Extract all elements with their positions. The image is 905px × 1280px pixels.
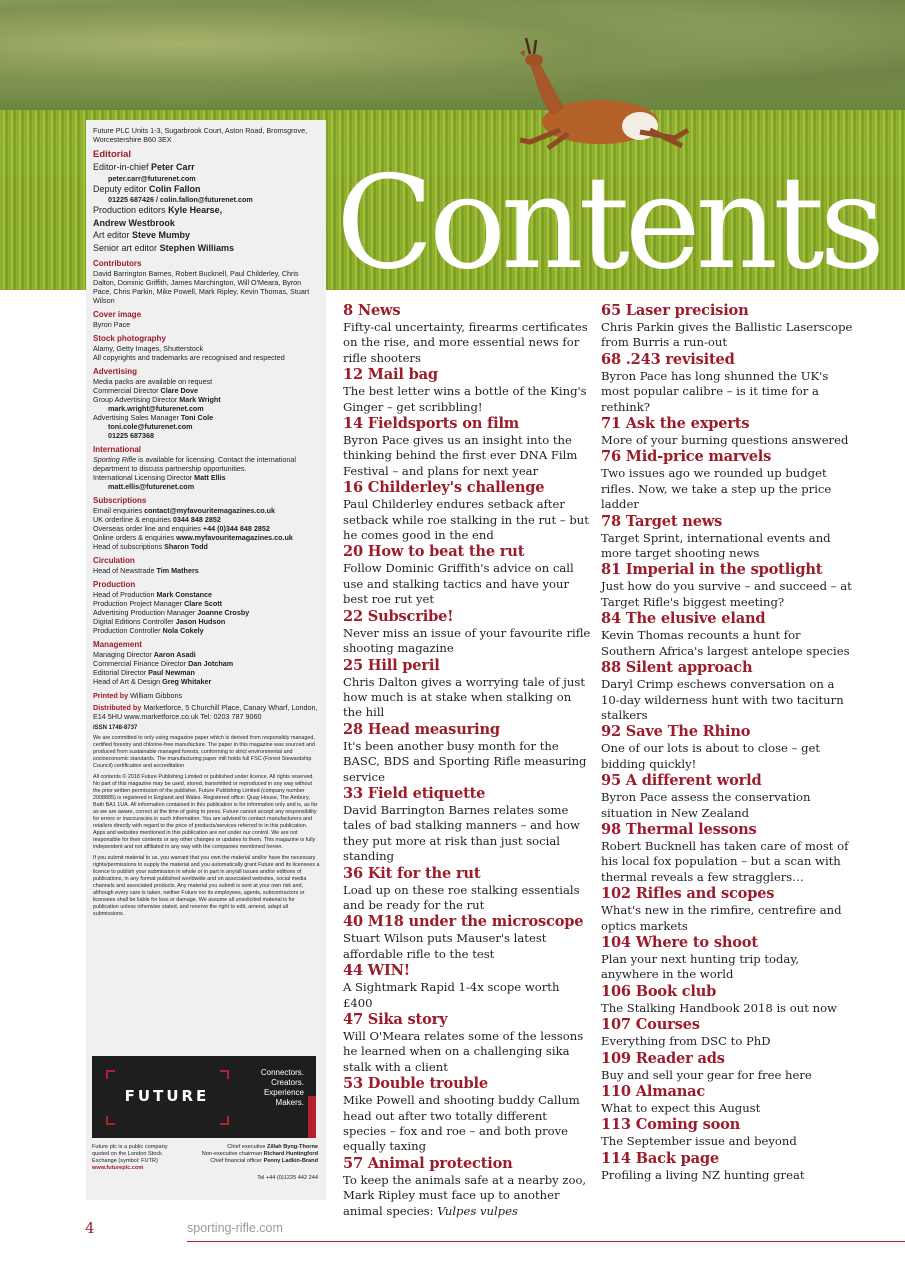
stock-photography-heading: Stock photography (93, 334, 166, 343)
contents-entry[interactable] (601, 1116, 856, 1149)
masthead-line (93, 542, 320, 551)
entry-description (601, 1034, 856, 1049)
contents-entry[interactable] (343, 721, 591, 785)
masthead-value: 01225 687368 (108, 431, 154, 440)
entry-description (343, 803, 591, 865)
staff-contact: peter.carr@futurenet.com (108, 173, 196, 183)
masthead-line (93, 668, 320, 677)
licensing-director-role: International Licensing Director (93, 473, 195, 482)
masthead-value: Greg Whitaker (162, 677, 212, 686)
distributor-details: Marketforce, 5 Churchill Place, Canary Wharf, London, E14 5HU www.marketforce.co.uk Tel: 0203 787 9060 (93, 703, 318, 721)
future-tagline (261, 1068, 304, 1108)
entry-description-text: The best letter wins a bottle of the King's Ginger – get scribbling! (343, 384, 587, 414)
contents-entry[interactable] (601, 302, 856, 351)
staff-name: Kyle Hearse, (168, 205, 223, 215)
entry-description-text: Mike Powell and shooting buddy Callum head out after two totally different species – fox and roe – and both prove equally taxing (343, 1093, 580, 1154)
masthead-role: Group Advertising Director (93, 395, 180, 404)
entry-description-text: Daryl Crimp eschews conversation on a 10-day wilderness hunt with two taciturn stalkers (601, 677, 844, 722)
entry-description-text: Stuart Wilson puts Mauser's latest affordable rifle to the test (343, 931, 547, 961)
entry-description (343, 1173, 591, 1219)
entry-description-text: A Sightmark Rapid 1-4x scope worth £400 (343, 980, 560, 1010)
entry-description-text: The Stalking Handbook 2018 is out now (601, 1000, 837, 1015)
entry-title[interactable]: 92 Save The Rhino (601, 723, 751, 741)
entry-description-text: Byron Pace assess the conservation situation in New Zealand (601, 790, 811, 820)
cover-image-credit: Byron Pace (93, 320, 131, 329)
entry-title[interactable]: 65 Laser precision (601, 302, 749, 319)
masthead-role: Digital Editions Controller (93, 617, 176, 626)
entry-title[interactable]: 88 Silent approach (601, 659, 753, 677)
entry-description-text: Profiling a living NZ hunting great (601, 1167, 805, 1182)
licensing-director-email: matt.ellis@futurenet.com (108, 482, 195, 491)
officer-role: Non-executive chairman (201, 1151, 264, 1157)
editorial-line (93, 229, 320, 242)
officer-name: Richard Huntingford (263, 1151, 318, 1157)
entry-description-text: Chris Dalton gives a worrying tale of just how much is at stake when stalking on the hill (343, 674, 585, 720)
officer-role: Chief executive (227, 1144, 268, 1150)
footer-website[interactable]: sporting-rifle.com (187, 1221, 283, 1235)
international-body: is available for licensing. Contact the international department to discuss partnership opportunities. (93, 455, 296, 473)
entry-title[interactable]: 36 Kit for the rut (343, 864, 481, 882)
entry-description (601, 677, 856, 723)
entry-description-text: Byron Pace has long shunned the UK's most popular calibre – is it time for a rethink? (601, 368, 829, 414)
entry-description (601, 952, 856, 983)
staff-role: Senior art editor (93, 242, 158, 253)
entry-description (601, 369, 856, 415)
contents-entry[interactable] (601, 983, 856, 1016)
copyright-note: All copyrights and trademarks are recognised and respected (93, 353, 285, 362)
contributors-heading: Contributors (93, 259, 142, 268)
fine-print-paper: We are committed to only using magazine paper which is derived from responsibly managed, certified forestry and chlorine-free manufacture. The paper in this magazine was sourced and produced from sustainable managed forests, conforming to strict environmental and socioeconomic standards. The manufacturing paper mill holds full FSC (Forest Stewardship Council) certification and accreditation (93, 735, 315, 769)
staff-name: Andrew Westbrook (93, 217, 175, 228)
masthead-value: Paul Newman (148, 668, 195, 677)
entry-description-text: Two issues ago we rounded up budget rifles. Now, we take a step up the price ladder (601, 466, 832, 512)
entry-description (601, 839, 856, 885)
advertising-heading: Advertising (93, 367, 138, 376)
entry-description-text: It's been another busy month for the BASC, BDS and Sporting Rifle measuring service (343, 738, 587, 784)
staff-name: Steve Mumby (132, 230, 191, 240)
tagline-line: Creators. (271, 1078, 304, 1087)
logo-corner (220, 1116, 229, 1125)
masthead-role: Commercial Director (93, 386, 161, 395)
entry-description (343, 931, 591, 962)
entry-title[interactable]: 81 Imperial in the spotlight (601, 561, 823, 579)
entry-title[interactable]: 40 M18 under the microscope (343, 913, 584, 931)
production-list (93, 590, 320, 635)
entry-description (601, 466, 856, 512)
fine-print-submissions: If you submit material to us, you warrant that you own the material and/or have the necessary rights/permissions to supply the material and you automatically grant Future and its licensees a licence to publish your submission in whole or in part in any/all issues and/or editions of publications, in any format published worldwide and on associated websites, social media channels and associated products. Any material you submit is sent at your own risk and, although every care is taken, neither Future nor its employees, agents, subcontractors or licensees shall be liable for loss or damage. We assume all unsolicited material is for publication unless otherwise stated, and reserve the right to edit, amend, adapt all submissions. (93, 855, 320, 917)
printer-name: William Gibbons (128, 691, 183, 700)
entry-description (343, 561, 591, 607)
masthead-value: Tim Mathers (156, 566, 199, 575)
masthead-line (93, 413, 320, 422)
entry-title[interactable]: 98 Thermal lessons (601, 820, 757, 838)
masthead-panel (86, 120, 326, 1200)
publication-name: Sporting Rifle (93, 455, 137, 464)
entry-description (343, 320, 591, 366)
masthead-line (93, 599, 320, 608)
contents-entry[interactable] (343, 962, 591, 1011)
logo-corner (106, 1116, 115, 1125)
entry-description-text: Will O'Meara relates some of the lessons he learned when on a challenging sika stalk with a client (343, 1029, 584, 1074)
tagline-line: Makers. (275, 1098, 304, 1107)
masthead-role: Head of Art & Design (93, 677, 163, 686)
masthead-line (93, 659, 320, 668)
entry-title[interactable]: 104 Where to shoot (601, 933, 758, 951)
entry-description (601, 741, 856, 772)
contents-entry[interactable] (343, 913, 591, 962)
entry-title[interactable]: 8 News (343, 302, 401, 319)
tagline-line: Experience (263, 1088, 304, 1097)
future-logo-block (92, 1056, 316, 1138)
masthead-line (93, 677, 320, 686)
contents-entry[interactable] (343, 543, 591, 607)
international-text (93, 455, 320, 491)
entry-description-text: Robert Bucknell has taken care of most of his local fox population – but a scan with thermal reveals a few stragglers… (601, 838, 849, 884)
masthead-role: Head of subscriptions (93, 542, 165, 551)
contents-entry[interactable] (601, 351, 856, 415)
entry-description-text: What to expect this August (601, 1101, 761, 1115)
masthead-line (93, 590, 320, 599)
masthead-role: UK orderline & enquiries (93, 515, 173, 524)
entry-description (343, 1093, 591, 1155)
entry-title[interactable]: 20 How to beat the rut (343, 543, 525, 561)
contents-entry[interactable] (601, 610, 856, 659)
masthead-line (93, 617, 320, 626)
management-heading: Management (93, 640, 142, 649)
contents-entry[interactable] (601, 1016, 856, 1049)
advertising-list (93, 377, 320, 440)
contents-entry[interactable] (343, 657, 591, 721)
contents-entry[interactable] (343, 1075, 591, 1155)
treeline (0, 0, 905, 110)
entry-description-text: Kevin Thomas recounts a hunt for Southern Africa's largest antelope species (601, 628, 850, 658)
masthead-value: Joanne Crosby (197, 608, 250, 617)
entry-description-text: One of our lots is about to close – get bidding quickly! (601, 741, 821, 771)
entry-title[interactable]: 44 WIN! (343, 962, 410, 980)
entry-description-text: Paul Childerley endures setback after setback while roe stalking in the rut – but he comes good in the end (343, 497, 589, 543)
entry-description (343, 384, 591, 415)
masthead-role: Overseas order line and enquiries (93, 524, 203, 533)
masthead-value: +44 (0)344 848 2852 (202, 524, 270, 533)
masthead-value: Mark Wright (179, 395, 221, 404)
masthead-value: toni.cole@futurenet.com (108, 422, 193, 431)
staff-role: Art editor (93, 230, 130, 240)
staff-role: Production editors (93, 205, 166, 215)
entry-title[interactable]: 68 .243 revisited (601, 350, 735, 368)
contents-entry[interactable] (601, 513, 856, 562)
editorial-line (93, 217, 320, 230)
page-title: Contents (336, 149, 881, 298)
masthead-role: Production Controller (93, 626, 163, 635)
entry-description (601, 320, 856, 351)
plc-website-link[interactable]: www.futureplc.com (92, 1165, 144, 1171)
entry-title[interactable]: 57 Animal protection (343, 1154, 513, 1172)
entry-description (343, 1029, 591, 1075)
masthead-line (93, 626, 320, 635)
staff-name: Peter Carr (151, 162, 195, 172)
printed-by-heading: Printed by (93, 691, 129, 700)
masthead-value: contact@myfavouritemagazines.co.uk (144, 506, 275, 515)
subscriptions-heading: Subscriptions (93, 496, 147, 505)
entry-description-text: Everything from DSC to PhD (601, 1034, 771, 1049)
entry-title[interactable]: 113 Coming soon (601, 1116, 741, 1134)
entry-title[interactable]: 84 The elusive eland (601, 610, 766, 628)
masthead-line (93, 524, 320, 533)
masthead-role: Managing Director (93, 650, 154, 659)
masthead-role: Commercial Finance Director (93, 659, 189, 668)
masthead-value: mark.wright@futurenet.com (108, 404, 204, 413)
plc-telephone: Tel +44 (0)1225 442 244 (257, 1175, 318, 1181)
contents-entry[interactable] (343, 865, 591, 914)
entry-description (601, 1101, 856, 1116)
distributed-by-heading: Distributed by (93, 703, 142, 712)
masthead-value: 0344 848 2852 (172, 515, 221, 524)
contents-entry[interactable] (601, 1083, 856, 1116)
entry-description-text: Never miss an issue of your favourite rifle shooting magazine (343, 625, 591, 656)
distributed-by (93, 703, 320, 721)
contents-entry[interactable] (601, 1050, 856, 1083)
entry-title[interactable]: 78 Target news (601, 512, 723, 530)
masthead-role: Head of Production (93, 590, 157, 599)
masthead-line (93, 377, 320, 386)
entry-title[interactable]: 28 Head measuring (343, 720, 500, 738)
masthead-role: Advertising Sales Manager (93, 413, 181, 422)
footer-rule (187, 1241, 905, 1242)
masthead-role: Media packs are available on request (93, 377, 213, 386)
entry-description (343, 883, 591, 914)
masthead-line (93, 506, 320, 515)
contents-entry[interactable] (343, 1011, 591, 1075)
contents-column-1 (343, 302, 591, 1219)
entry-description (343, 675, 591, 721)
masthead-value: Mark Constance (156, 590, 213, 599)
issn: ISSN 1748-8737 (93, 725, 138, 731)
entry-title[interactable]: 76 Mid-price marvels (601, 448, 772, 466)
entry-title[interactable]: 109 Reader ads (601, 1049, 725, 1067)
staff-name: Stephen Williams (159, 242, 234, 253)
masthead-role: Online orders & enquiries (93, 533, 177, 542)
entry-title[interactable]: 53 Double trouble (343, 1075, 488, 1093)
cover-image-heading: Cover image (93, 310, 142, 319)
future-logo: FUTURE (124, 1087, 210, 1105)
contents-entry[interactable] (601, 1150, 856, 1183)
entry-title[interactable]: 47 Sika story (343, 1011, 448, 1028)
masthead-role: Editorial Director (93, 668, 149, 677)
stock-photography-credit: Alamy, Getty Images, Shutterstock (93, 344, 204, 353)
contents-column-2 (601, 302, 856, 1183)
fine-print-copyright: All contents © 2018 Future Publishing Limited or published under licence. All rights reserved. No part of this magazine may be used, stored, transmitted or reproduced in any way without the prior written permission of the publisher. Future Publishing Limited (company number 2008885) is registered in England and Wales. Registered office: Quay House, The Ambury, Bath BA1 1UA. All information contained in this publication is for information only and is, as far as we are aware, correct at the time of going to press. Future cannot accept any responsibility for errors or inaccuracies in such information. You are advised to contact manufacturers and retailers directly with regard to the price of products/services referred to in this publication. Apps and websites mentioned in this publication are not under our control. We are not responsible for their contents or any other changes or updates to them. This magazine is fully independent and not affiliated in any way with the companies mentioned herein. (93, 774, 318, 850)
masthead-value: Jason Hudson (175, 617, 226, 626)
masthead-line (93, 422, 320, 431)
masthead-value: Aaron Asadi (153, 650, 196, 659)
plc-officer (168, 1144, 318, 1151)
entry-description-text: David Barrington Barnes relates some tales of bad stalking manners – and how they put more at risk than just social standing (343, 802, 580, 864)
editorial-line (93, 204, 320, 217)
entry-description-text: Plan your next hunting trip today, anywhere in the world (601, 951, 800, 982)
entry-description-text: Buy and sell your gear for free here (601, 1067, 812, 1082)
entry-description-text: What's new in the rimfire, centrefire and optics markets (601, 903, 842, 933)
entry-description-text: Byron Pace gives us an insight into the thinking behind the first ever DNA Film Festival – and plans for next year (343, 433, 578, 478)
contents-entry[interactable] (601, 885, 856, 934)
plc-officer (168, 1151, 318, 1158)
masthead-value: Sharon Todd (164, 542, 208, 551)
plc-officers (168, 1144, 318, 1182)
masthead-value: www.myfavouritemagazines.co.uk (176, 533, 293, 542)
staff-contact: 01225 687426 / colin.fallon@futurenet.com (108, 195, 253, 204)
entry-description-text: More of your burning questions answered (601, 433, 849, 448)
entry-description (601, 1001, 856, 1016)
printed-by (93, 691, 320, 700)
entry-title[interactable]: 14 Fieldsports on film (343, 415, 520, 433)
publisher-address: Future PLC Units 1-3, Sugarbrook Court, Aston Road, Bromsgrove, Worcestershire B60 3EX (93, 126, 308, 144)
entry-title[interactable]: 110 Almanac (601, 1083, 706, 1100)
contents-entry[interactable] (601, 561, 856, 610)
entry-description-text: Chris Parkin gives the Ballistic Laserscope from Burris a run-out (601, 320, 853, 350)
staff-name: Colin Fallon (149, 183, 201, 194)
masthead-line (93, 395, 320, 404)
entry-description (601, 903, 856, 934)
masthead-role: Email enquiries (93, 506, 145, 515)
logo-corner (106, 1070, 115, 1079)
plc-statement: Future plc is a public company quoted on the London Stock Exchange (symbol: FUTR) (92, 1144, 168, 1164)
editorial-heading: Editorial (93, 149, 132, 160)
contents-entry[interactable] (343, 1155, 591, 1219)
entry-title[interactable]: 33 Field etiquette (343, 784, 486, 802)
entry-title[interactable]: 25 Hill peril (343, 656, 440, 674)
masthead-line (93, 608, 320, 617)
contents-entry[interactable] (601, 772, 856, 821)
contents-entry[interactable] (343, 366, 591, 415)
masthead-value: Clare Scott (184, 599, 223, 608)
masthead-value: Clare Dove (160, 386, 199, 395)
tagline-line: Connectors. (260, 1068, 304, 1077)
international-heading: International (93, 445, 142, 454)
masthead-line (93, 386, 320, 395)
editorial-line (93, 242, 320, 255)
entry-description (343, 980, 591, 1011)
masthead-value: Dan Jotcham (188, 659, 234, 668)
editorial-line (93, 161, 320, 174)
entry-description (601, 1168, 856, 1183)
circulation-list (93, 566, 320, 575)
plc-officer (168, 1158, 318, 1165)
masthead-value: Nola Cokely (162, 626, 204, 635)
entry-description (601, 628, 856, 659)
masthead-role: Production Project Manager (93, 599, 185, 608)
entry-description (601, 1134, 856, 1149)
entry-title[interactable]: 107 Courses (601, 1016, 700, 1034)
entry-description-text: Just how do you survive – and succeed – at Target Rifle's biggest meeting? (601, 579, 852, 609)
entry-title[interactable]: 16 Childerley's challenge (343, 479, 545, 497)
leaping-deer-illustration (490, 30, 700, 150)
entry-description-text: To keep the animals safe at a nearby zoo, Mark Ripley must face up to another animal species: (343, 1172, 587, 1218)
masthead-line (93, 515, 320, 524)
entry-description (343, 433, 591, 479)
officer-name: Penny Ladkin-Brand (263, 1158, 318, 1164)
staff-role: Deputy editor (93, 183, 147, 194)
contents-entry[interactable] (601, 415, 856, 448)
staff-role: Editor-in-chief (93, 162, 149, 172)
entry-description (601, 531, 856, 562)
contents-entry[interactable] (343, 785, 591, 865)
masthead-role: Head of Newstrade (93, 566, 157, 575)
entry-description-text: Fifty-cal uncertainty, firearms certificates on the rise, and more essential news for rifle shooters (343, 320, 588, 365)
contents-entry[interactable] (601, 723, 856, 772)
entry-description (601, 579, 856, 610)
masthead-line (93, 533, 320, 542)
contents-entry[interactable] (601, 448, 856, 512)
entry-title[interactable]: 102 Rifles and scopes (601, 885, 775, 903)
entry-description (343, 497, 591, 543)
management-list (93, 650, 320, 686)
entry-description (343, 626, 591, 657)
entry-description (601, 433, 856, 448)
entry-description (601, 790, 856, 821)
circulation-heading: Circulation (93, 556, 135, 565)
officer-role: Chief financial officer (210, 1158, 264, 1164)
entry-description-text: Load up on these roe stalking essentials and be ready for the rut (343, 882, 580, 912)
masthead-role: Advertising Production Manager (93, 608, 198, 617)
subscriptions-list (93, 506, 320, 551)
page-number: 4 (85, 1219, 95, 1237)
masthead-line (93, 650, 320, 659)
masthead-line (93, 404, 320, 413)
entry-description (343, 739, 591, 785)
entry-title[interactable]: 71 Ask the experts (601, 415, 750, 433)
entry-title[interactable]: 22 Subscribe! (343, 607, 454, 625)
contents-entry[interactable] (343, 479, 591, 543)
masthead-line (93, 431, 320, 440)
entry-title[interactable]: 95 A different world (601, 772, 762, 790)
contents-entry[interactable] (601, 659, 856, 723)
officer-name: Zillah Byng-Thorne (267, 1144, 318, 1150)
entry-description-text: Follow Dominic Griffith's advice on call use and stalking tactics and have your best roe rut yet (343, 561, 574, 607)
contents-entry[interactable] (343, 302, 591, 366)
entry-description (601, 1068, 856, 1083)
masthead-value: Toni Cole (180, 413, 214, 422)
entry-title[interactable]: 114 Back page (601, 1149, 719, 1167)
contents-entry[interactable] (343, 415, 591, 479)
editorial-list (93, 161, 320, 254)
contents-entry[interactable] (601, 934, 856, 983)
masthead-line (93, 566, 320, 575)
logo-red-bar (308, 1096, 316, 1138)
logo-corner (220, 1070, 229, 1079)
licensing-director-name: Matt Ellis (194, 473, 226, 482)
entry-species-name: Vulpes vulpes (437, 1203, 518, 1218)
entry-description-text: Target Sprint, international events and more target shooting news (601, 530, 831, 561)
production-heading: Production (93, 580, 136, 589)
entry-description-text: The September issue and beyond (601, 1134, 797, 1149)
contents-entry[interactable] (343, 608, 591, 657)
contents-entry[interactable] (601, 821, 856, 885)
editorial-line (93, 183, 320, 196)
contributors-text: David Barrington Barnes, Robert Bucknell, Paul Childerley, Chris Dalton, Dominic Griffith, James Marchington, Will O'Meara, Byron Pace, Chris Parkin, Mike Powell, Mark Ripley, Kevin Thomas, Stuart Wilson (93, 269, 310, 305)
entry-title[interactable]: 12 Mail bag (343, 366, 438, 384)
entry-title[interactable]: 106 Book club (601, 982, 717, 1000)
